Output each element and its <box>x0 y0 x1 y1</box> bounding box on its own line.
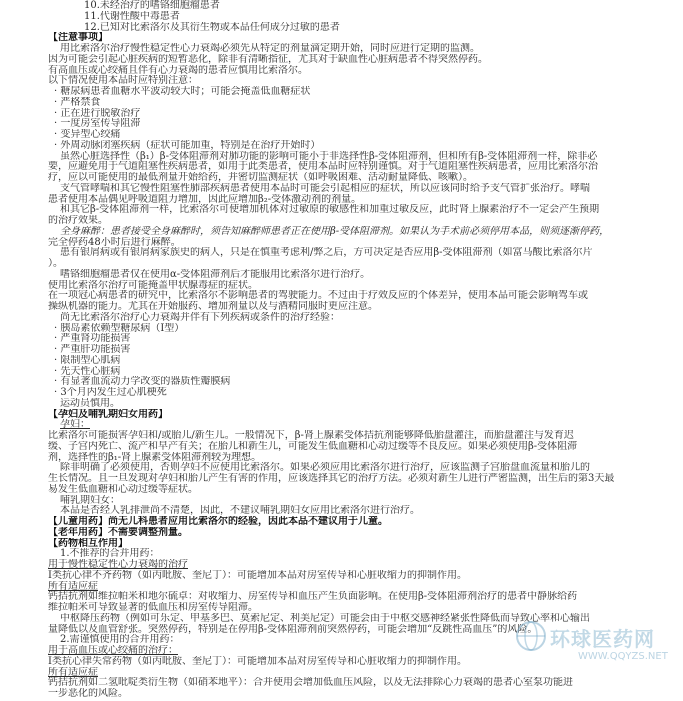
document-line: 使用比索洛尔治疗可能掩盖甲状腺毒症的症状。 <box>48 280 258 291</box>
document-line: 本品是否经人乳排泄尚不清楚，因此，不建议哺乳期妇女应用比索洛尔进行治疗。 <box>60 505 420 516</box>
document-line: 尚无比索洛尔治疗心力衰竭并伴有下列疾病或条件的治疗经验： <box>60 312 340 323</box>
document-line: 的治疗效果。 <box>48 215 108 226</box>
document-line: 用比索洛尔治疗慢性稳定性心力衰竭必须先从特定的剂量滴定期开始，同时应进行定期的监测。 <box>60 43 480 54</box>
document-line: 全身麻醉：患者接受全身麻醉时，须告知麻醉师患者正在使用β-受体阻滞剂。如果认为手术前必须停用本品，则须逐渐停药， <box>60 226 610 237</box>
document-line: 除非明确了必须使用，否则孕妇不应使用比索洛尔。如果必须应用比索洛尔进行治疗，应该监测子宫胎盘血流量和胎儿的 <box>60 462 590 473</box>
document-line: 用于慢性稳定性心力衰竭的治疗 <box>48 559 188 570</box>
document-line: 有高血压或心绞痛且伴有心力衰竭的患者应慎用比索洛尔。 <box>48 65 308 76</box>
document-line: 支气管哮喘和其它慢性阻塞性肺部疾病患者使用本品时可能会引起相应的症状，所以应该同时给予支气管扩张治疗。哮喘 <box>60 183 590 194</box>
document-line: 要，应避免用于气道阻塞性疾病患者，如用于此类患者，使用本品时应特别谨慎。对于气道阻塞性疾病患者，应用比索洛尔治 <box>48 161 598 172</box>
document-line: · 外周动脉闭塞疾病（症状可能加重，特别是在治疗开始时） <box>54 140 321 151</box>
section-heading: 【老年用药】不需要调整剂量。 <box>48 527 188 538</box>
document-line: 一步恶化的风险。 <box>48 688 128 699</box>
watermark-text: 环球医药网 <box>550 627 655 651</box>
document-line: 生长情况。且一旦发现对孕妇和胎儿产生有害的作用，应该选择其它的治疗方法。必须对新生儿进行严密监测，出生后的第3天最 <box>48 473 615 484</box>
document-line: 1.不推荐的合并用药： <box>60 548 160 559</box>
document-line: 11.代谢性酸中毒患者 <box>84 11 180 22</box>
document-line: · 严重肝功能损害 <box>54 344 131 355</box>
document-line: · 先天性心脏病 <box>54 366 121 377</box>
document-line: 中枢降压药物（例如可乐定、甲基多巴、莫索尼定、利美尼定）可能会由于中枢交感神经紧张性降低而导致心率和心输出 <box>60 613 590 624</box>
document-line: 10.未经治疗的嗜铬细胞瘤患者 <box>84 0 220 11</box>
document-line: · 限制型心肌病 <box>54 355 121 366</box>
document-line: 易发生低血糖和心动过缓等症状。 <box>48 484 198 495</box>
document-line: Ⅰ类抗心律失常药物（如丙吡胺、奎尼丁）：可能增加本品对房室传导和心脏收缩力的抑制作用。 <box>48 656 467 667</box>
document-line: 操纵机器的能力。尤其在开始服药、增加剂量以及与酒精同服时更应注意。 <box>48 301 378 312</box>
document-line: 比索洛尔可能损害孕妇和/或胎儿/新生儿。一般情况下，β-肾上腺素受体拮抗剂能够降低胎盘灌注，而胎盘灌注与发育迟 <box>48 430 574 441</box>
section-heading: 【药物相互作用】 <box>48 538 128 549</box>
document-line: · 3个月内发生过心肌梗死 <box>54 387 167 398</box>
document-line: Ⅰ类抗心律不齐药物（如丙吡胺、奎尼丁）：可能增加本品对房室传导和心脏收缩力的抑制作用。 <box>48 570 467 581</box>
document-line: 因为可能会引起心脏疾病的短暂恶化，除非有清晰指征，尤其对于缺血性心脏病患者不得突然停药。 <box>48 54 488 65</box>
document-line: 嗜铬细胞瘤患者仅在使用α-受体阻滞剂后才能服用比索洛尔进行治疗。 <box>60 269 371 280</box>
document-line: 量降低以及血管舒张。突然停药，特别是在停用β-受体阻滞剂前突然停药，可能会增加“反跳性高血压”的风险。 <box>48 624 538 635</box>
section-heading: 【孕妇及哺乳期妇女用药】 <box>48 409 168 420</box>
document-line: 虽然心脏选择性（β₁）β-受体阻滞剂对肺功能的影响可能小于非选择性β-受体阻滞剂，但和所有β-受体阻滞剂一样，除非必 <box>60 151 598 162</box>
document-line: 12.已知对比索洛尔及其衍生物或本品任何成分过敏的患者 <box>84 22 340 33</box>
section-heading: 【儿童用药】尚无儿科患者应用比索洛尔的经验，因此本品不建议用于儿童。 <box>48 516 388 527</box>
document-line: 和其它β-受体阻滞剂一样，比索洛尔可使增加机体对过敏原的敏感性和加重过敏反应，此时肾上腺素治疗不一定会产生预期 <box>60 204 600 215</box>
document-line: 哺乳期妇女： <box>60 495 120 506</box>
document-line: ）。 <box>48 258 63 269</box>
document-line: 缓、子宫内死亡、流产和早产有关；在胎儿和新生儿，可能发生低血糖和心动过缓等不良反应。如果必须使用β-受体阻滞 <box>48 441 578 452</box>
document-line: 维拉帕米可导致显著的低血压和房室传导阻滞。 <box>48 602 258 613</box>
document-line: 所有适应症 <box>48 667 98 678</box>
document-line: 运动员慎用。 <box>60 398 120 409</box>
document-line: 完全停药48小时后进行麻醉。 <box>48 237 181 248</box>
document-line: · 变异型心绞痛 <box>54 129 121 140</box>
watermark-url: WWW.QQYZS.NET <box>578 651 668 662</box>
document-line: 2.需谨慎使用的合并用药： <box>60 634 180 645</box>
document-line: 孕妇： <box>60 419 90 430</box>
document-line: 钙拮抗剂如维拉帕米和地尔硫卓：对收缩力、房室传导和血压产生负面影响。在使用β-受体阻滞剂治疗的患者中静脉给药 <box>48 591 578 602</box>
document-line: 以下情况使用本品时应特别注意： <box>48 75 198 86</box>
document-line: · 严重肾功能损害 <box>54 333 131 344</box>
document-line: 所有适应症 <box>48 581 98 592</box>
document-line: 剂，选择性的β₁-肾上腺素受体阻滞剂较为理想。 <box>48 452 262 463</box>
document-line: · 严格禁食 <box>54 97 101 108</box>
document-line: · 胰岛素依赖型糖尿病（I型） <box>54 323 185 334</box>
section-heading: 【注意事项】 <box>48 32 108 43</box>
document-line: 用于高血压或心绞痛的治疗： <box>48 645 178 656</box>
document-line: 患有银屑病或有银屑病家族史的病人，只是在慎重考虑利/弊之后，方可决定是否应用β-受体阻滞剂（如富马酸比索洛尔片 <box>60 247 593 258</box>
document-line: 在一项冠心病患者的研究中，比索洛尔不影响患者的驾驶能力。不过由于疗效反应的个体差异，使用本品可能会影响驾车或 <box>48 290 588 301</box>
document-line: · 糖尿病患者血糖水平波动较大时；可能会掩盖低血糖症状 <box>54 86 311 97</box>
document-line: · 一度房室传导阻滞 <box>54 118 141 129</box>
document-line: · 有显著血流动力学改变的器质性瓣膜病 <box>54 376 231 387</box>
document-line: 患者使用本品偶见呼吸道阻力增加，因此应增加β₂-受体激动剂的剂量。 <box>48 194 362 205</box>
document-line: 钙拮抗剂如二氢吡啶类衍生物（如硝苯地平）：合并使用会增加低血压风险，以及无法排除心力衰竭的患者心室泵功能进 <box>48 677 573 688</box>
document-line: 疗，应以可能使用的最低剂量开始给药，并密切监测症状（如呼吸困难、活动耐量降低、咳嗽）。 <box>48 172 473 183</box>
document-line: · 正在进行脱敏治疗 <box>54 108 141 119</box>
